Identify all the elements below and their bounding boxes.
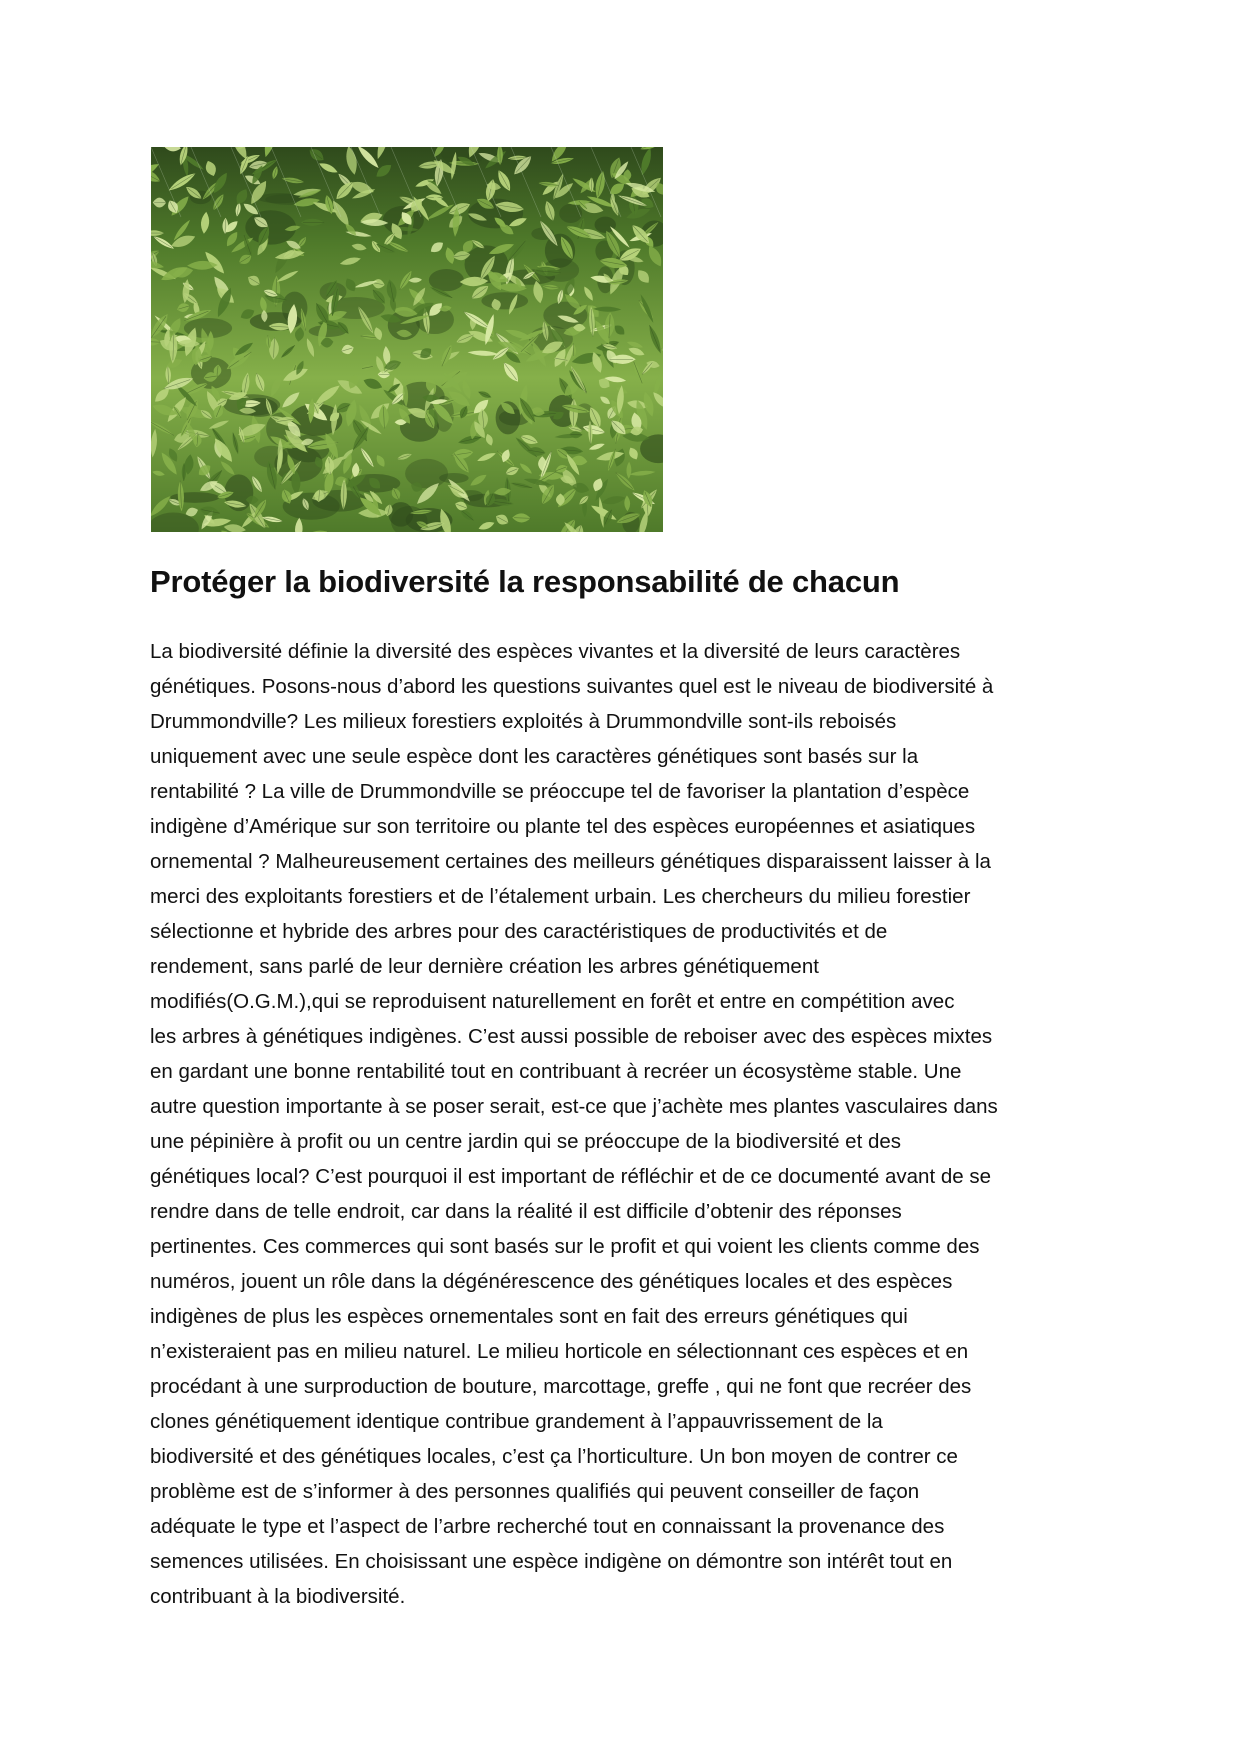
article-body-line: adéquate le type et l’aspect de l’arbre recherché tout en connaissant la provenance des: [150, 1515, 945, 1538]
article-body-line: clones génétiquement identique contribue grandement à l’appauvrissement de la: [150, 1410, 883, 1433]
article-body-line: Drummondville? Les milieux forestiers exploités à Drummondville sont-ils reboisés: [150, 710, 897, 733]
article-body-line: biodiversité et des génétiques locales, c’est ça l’horticulture. Un bon moyen de contrer ce: [150, 1445, 958, 1468]
article-body-line: les arbres à génétiques indigènes. C’est aussi possible de reboiser avec des espèces mixtes: [150, 1025, 993, 1048]
article-body-line: uniquement avec une seule espèce dont les caractères génétiques sont basés sur la: [150, 745, 919, 768]
plant-foliage-photo: [151, 147, 663, 532]
article-body-line: problème est de s’informer à des personnes qualifiés qui peuvent conseiller de façon: [150, 1480, 920, 1503]
article-body-line: autre question importante à se poser serait, est-ce que j’achète mes plantes vasculaires dans: [150, 1095, 998, 1118]
article-body-line: rendement, sans parlé de leur dernière création les arbres génétiquement: [150, 955, 819, 978]
article-body-line: sélectionne et hybride des arbres pour des caractéristiques de productivités et de: [150, 920, 888, 943]
article-body-line: numéros, jouent un rôle dans la dégénérescence des génétiques locales et des espèces: [150, 1270, 953, 1293]
article-body-line: ornemental ? Malheureusement certaines des meilleurs génétiques disparaissent laisser à la: [150, 850, 991, 873]
article-body-line: modifiés(O.G.M.),qui se reproduisent naturellement en forêt et entre en compétition avec: [150, 990, 955, 1013]
article-body-line: contribuant à la biodiversité.: [150, 1585, 406, 1608]
article-body-line: rendre dans de telle endroit, car dans la réalité il est difficile d’obtenir des réponses: [150, 1200, 902, 1223]
article-body-line: rentabilité ? La ville de Drummondville se préoccupe tel de favoriser la plantation d’espèce: [150, 780, 970, 803]
article-body-line: procédant à une surproduction de bouture, marcottage, greffe , qui ne font que recréer des: [150, 1375, 972, 1398]
article-body-line: génétiques. Posons-nous d’abord les questions suivantes quel est le niveau de biodiversité à: [150, 675, 994, 698]
article-body-line: génétiques local? C’est pourquoi il est important de réfléchir et de ce documenté avant de se: [150, 1165, 992, 1188]
article-title: Protéger la biodiversité la responsabilité de chacun: [150, 564, 900, 599]
article-body-line: pertinentes. Ces commerces qui sont basés sur le profit et qui voient les clients comme des: [150, 1235, 980, 1258]
article-body-line: indigène d’Amérique sur son territoire ou plante tel des espèces européennes et asiatiques: [150, 815, 976, 838]
article-body-line: La biodiversité définie la diversité des espèces vivantes et la diversité de leurs caractères: [150, 640, 961, 663]
article-body-line: en gardant une bonne rentabilité tout en contribuant à recréer un écosystème stable. Une: [150, 1060, 962, 1083]
foliage-image: [151, 147, 663, 532]
article-body-line: n’existeraient pas en milieu naturel. Le milieu horticole en sélectionnant ces espèces et en: [150, 1340, 969, 1363]
article-body-line: une pépinière à profit ou un centre jardin qui se préoccupe de la biodiversité et des: [150, 1130, 902, 1153]
article-body-line: merci des exploitants forestiers et de l’étalement urbain. Les chercheurs du milieu forestier: [150, 885, 971, 908]
article-body: [150, 634, 1110, 1614]
article-body-line: semences utilisées. En choisissant une espèce indigène on démontre son intérêt tout en: [150, 1550, 953, 1573]
article-body-line: indigènes de plus les espèces ornementales sont en fait des erreurs génétiques qui: [150, 1305, 908, 1328]
